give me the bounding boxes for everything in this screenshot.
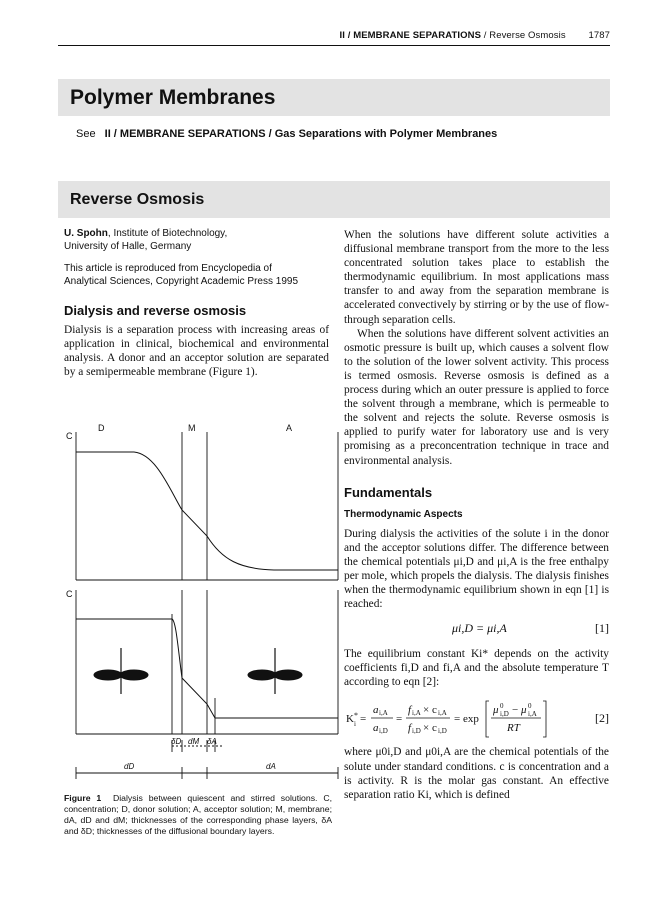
svg-text:−: − [512,704,519,717]
paragraph-equilibrium-constant: The equilibrium constant Ki* depends on the activity coefficients fi,D and fi,A and the absolute temperature T according to eqn [2]: [344,648,609,689]
svg-text:i,A: i,A [528,710,537,719]
title-band [58,79,610,116]
paragraph-osmosis: When the solutions have different solvent activities an osmotic pressure is built up, which causes a solvent flow to the solution of the lower solvent activity. This process is termed osmosis. Reverse osmosis is defined as a process during which an outer pressure is applied to force the solvent through a membrane, which is permeable to the solvent and rejects the solute. Reverse osmosis is applied to purify water for laboratory use and is very promising as a preconcentration technique in trace and environmental analysis. [344,327,609,467]
page-title: Polymer Membranes [70,86,276,109]
svg-text:i: i [354,720,356,729]
article-title-band [58,181,610,218]
svg-text:i,D: i,D [438,727,447,736]
fig-label-d: D [98,423,105,433]
author-block [64,228,329,253]
svg-text:i,A: i,A [379,709,388,718]
equation-2-expression [344,695,594,741]
header-rule [58,45,610,46]
see-reference-line [76,128,497,140]
equation-1-number: [1] [595,621,609,636]
page-number: 1787 [588,30,610,41]
reproduction-note-line1: This article is reproduced from Encyclopedia of [64,263,272,274]
paragraph-chemical-potentials: During dialysis the activities of the solute i in the donor and the acceptor solutions differ. The difference between the chemical potentials μi,D and μi,A is the free enthalpy per mole, which propels the dialysis. The dialysis finishes when the thermodynamic equilibrium shown in eqn [1] is reached: [344,527,609,611]
svg-text:a: a [373,704,379,717]
left-column [64,228,329,379]
svg-text:a: a [373,722,379,735]
reproduction-note [64,263,329,288]
running-head-section: II / MEMBRANE SEPARATIONS [339,30,482,41]
article-title: Reverse Osmosis [70,191,205,208]
author-affiliation-1: , Institute of Biotechnology, [107,228,228,239]
svg-text:μ: μ [493,704,499,717]
right-column [344,228,609,802]
figure-1-caption [64,793,332,837]
section-heading-fundamentals: Fundamentals [344,484,433,500]
svg-text:μ: μ [521,704,527,717]
equation-2 [344,695,609,741]
fig-label-c-top: C [66,431,73,441]
svg-text:× c: × c [423,704,437,717]
svg-text:=: = [396,713,403,726]
caption-label: Figure 1 [64,793,102,803]
paragraph-diffusional-transport: When the solutions have different solute activities a diffusional membrane transport from the more to the less concentrated solution takes place to establish the thermodynamic equilibrium. In most applications mass transfer to and away from the separation membrane is accelerated convectively by stirring or by the use of flow-through separation cells. [344,229,609,326]
caption-text: Dialysis between quiescent and stirred solutions. C, concentration; D, donor solution; A, acceptor solution; M, membrane; dA, dD and dM; thicknesses of the corresponding phase layers, δA and δD; thicknesses of the diffusional boundary layers. [64,793,333,836]
subsection-heading-thermodynamic: Thermodynamic Aspects [344,508,463,520]
reproduction-note-line2: Analytical Sciences, Copyright Academic Press 1995 [64,275,299,287]
equation-2-number: [2] [595,711,609,726]
svg-text:=: = [360,713,367,726]
svg-text:= exp: = exp [454,713,479,726]
svg-text:K: K [346,713,354,726]
svg-text:f: f [408,722,412,735]
svg-text:i,A: i,A [412,709,421,718]
paragraph-standard-conditions: where μ0i,D and μ0i,A are the chemical potentials of the solute under standard conditions. c is concentration and a is activity. R is the molar gas constant. An effective separation ratio Ki, which is defined [344,746,609,801]
svg-text:RT: RT [507,722,520,735]
fig-label-c-bottom: C [66,589,73,599]
svg-text:f: f [408,704,412,717]
svg-text:i,D: i,D [500,710,509,719]
fig-label-d-a: dA [266,762,276,771]
svg-text:0: 0 [528,702,532,711]
dialysis-paragraph: Dialysis is a separation process with increasing areas of application in clinical, biochemical and environmental analysis. A donor and an acceptor solution are separated by a semipermeable membrane (Figure 1). [64,324,329,379]
svg-text:0: 0 [500,702,504,711]
author-affiliation-2: University of Halle, Germany [64,240,192,252]
fig-label-d-d: dD [124,762,135,771]
equation-1 [344,617,609,641]
svg-text:*: * [354,711,358,721]
stirrer-icon-acceptor [248,648,302,694]
see-label: See [76,128,96,140]
running-head [340,30,610,41]
figure-1 [64,418,340,790]
svg-text:i,A: i,A [438,709,447,718]
stirrer-icon-donor [94,648,148,694]
svg-text:× c: × c [423,722,437,735]
see-reference-link[interactable]: II / MEMBRANE SEPARATIONS / Gas Separations with Polymer Membranes [104,128,498,140]
author-name: U. Spohn [64,228,108,239]
running-head-subsection: / Reverse Osmosis [481,30,566,41]
fig-label-d-m: dM [188,737,200,746]
section-heading-dialysis: Dialysis and reverse osmosis [64,303,247,318]
equation-1-expression: μi,D = μi,A [452,621,507,636]
svg-text:i,D: i,D [379,727,388,736]
fig-label-delta-d: δD [171,737,182,746]
fig-label-m: M [188,423,196,433]
fig-label-a: A [286,423,293,433]
fig-label-delta-a: δA [207,737,217,746]
svg-text:i,D: i,D [412,727,421,736]
